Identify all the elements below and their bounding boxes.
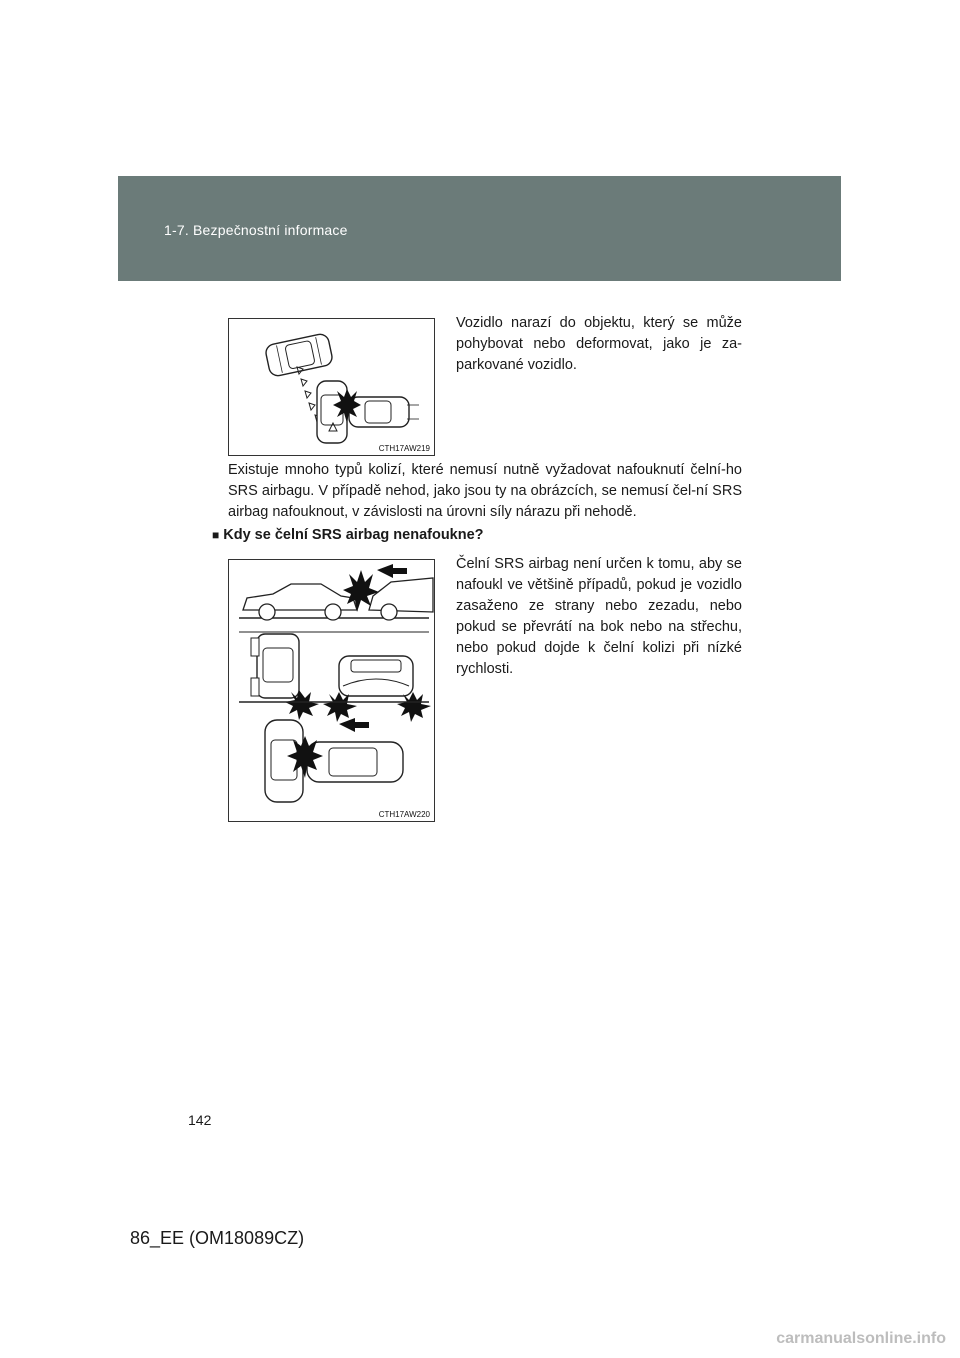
figure-code: CTH17AW220 — [378, 810, 430, 819]
page-number: 142 — [188, 1112, 212, 1128]
document-code: 86_EE (OM18089CZ) — [130, 1228, 305, 1248]
collision-illustration-2 — [229, 560, 434, 821]
collision-illustration-1 — [229, 319, 434, 455]
subheading-text: Kdy se čelní SRS airbag nenafoukne? — [223, 527, 484, 543]
car-parked-icon — [349, 397, 419, 427]
watermark: carmanualsonline.info — [776, 1330, 946, 1347]
car-top-view-icon — [264, 333, 333, 378]
header-band — [118, 176, 841, 281]
figure-code: CTH17AW219 — [378, 444, 430, 453]
section-title: 1-7. Bezpečnostní informace — [164, 222, 348, 238]
rollover-side-icon — [251, 634, 319, 720]
subheading-airbag-not-inflate — [212, 527, 484, 543]
paragraph-airbag-not-designed: Čelní SRS airbag není určen k tomu, aby se nafoukl ve většině případů, pokud je vozidlo zasaženo ze strany nebo zezadu, nebo pokud se převrátí na bok nebo na střechu, nebo pokud dojde k čelní kolizi při nízké rychlosti. — [456, 556, 742, 677]
rollover-roof-icon — [323, 656, 431, 722]
side-impact-icon — [265, 718, 403, 802]
rear-collision-icon — [239, 564, 433, 620]
square-bullet-icon: ■ — [212, 528, 220, 542]
figure-collision-deformable-object — [228, 318, 435, 456]
figure-non-inflation-cases — [228, 559, 435, 822]
paragraph-deformable-object: Vozidlo narazí do objektu, který se může pohybovat nebo deformovat, jako je za-parkované vozidlo. — [456, 315, 742, 373]
paragraph-collision-types: Existuje mnoho typů kolizí, které nemusí nutně vyžadovat nafouknutí čelní-ho SRS airbagu. V případě nehod, jako jsou ty na obrázcích, se nemusí čel-ní SRS airbag nafouknout, v závislosti na úrovni síly nárazu při nehodě. — [228, 462, 742, 520]
